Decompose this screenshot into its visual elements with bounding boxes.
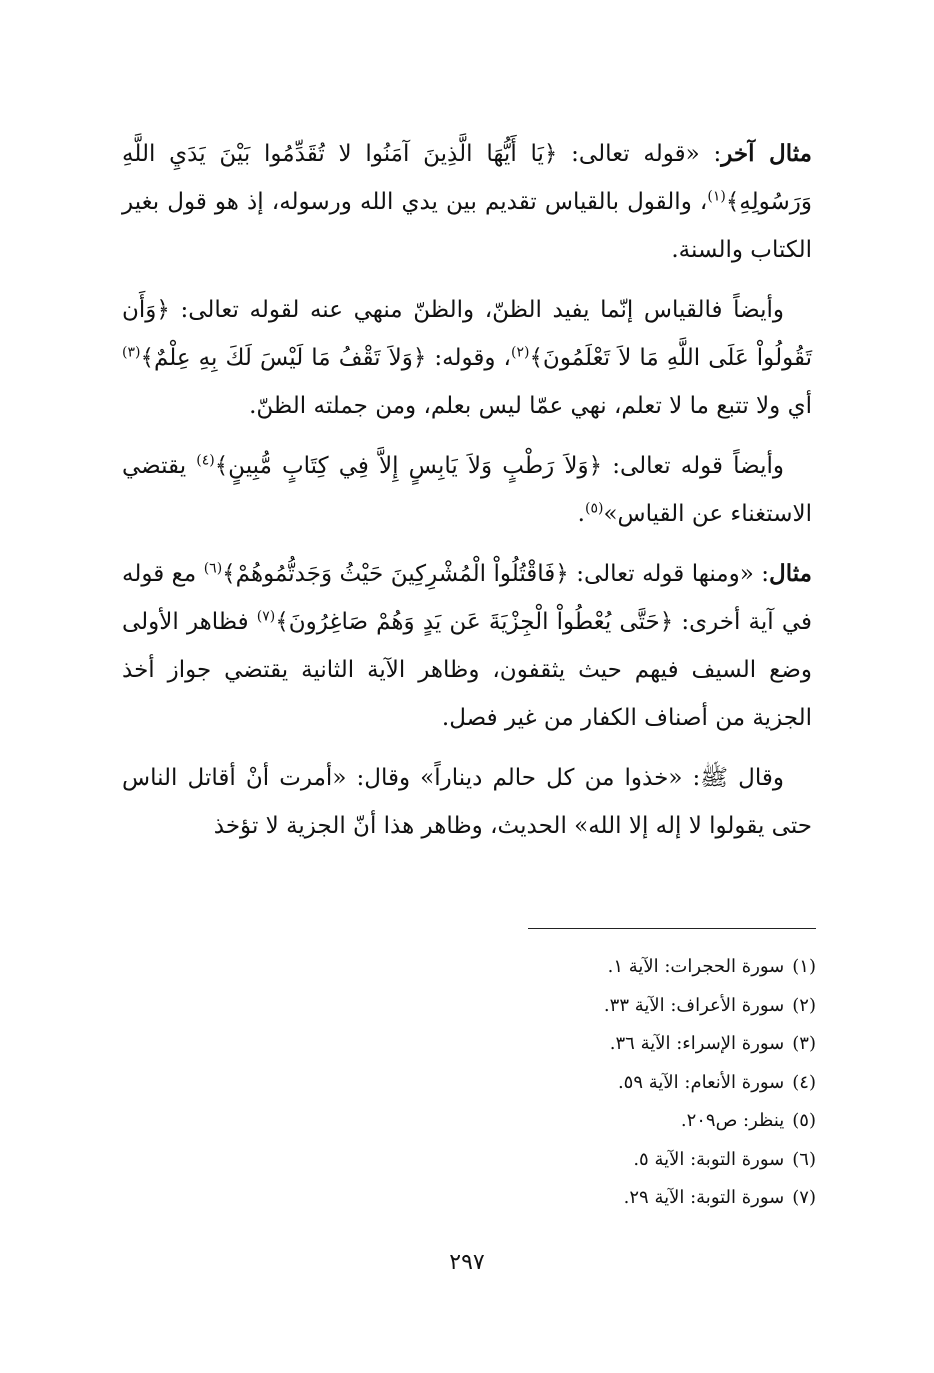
footnote-ref[interactable]: (٦)	[203, 560, 223, 577]
main-text	[122, 130, 812, 862]
footnote-text: سورة الأنعام: الآية ٥٩.	[617, 1071, 785, 1093]
footnote-number: (٧)	[792, 1187, 816, 1208]
footnote-ref[interactable]: (٥)	[584, 500, 604, 517]
example-heading: مثال آخر	[721, 140, 812, 167]
footnote-item	[126, 1025, 816, 1064]
paragraph-text: .	[577, 501, 585, 527]
footnote-item	[126, 1064, 816, 1103]
footnote-divider	[528, 928, 816, 929]
paragraph-hadith	[122, 754, 812, 850]
footnote-number: (٦)	[792, 1148, 816, 1170]
footnote-text: سورة التوبة: الآية ٥.	[633, 1148, 785, 1170]
footnote-ref[interactable]: (٣)	[122, 344, 141, 361]
paragraph-text: يقتضي الاستغناء عن القياس»	[122, 453, 812, 527]
paragraph-text: أي ولا تتبع ما لا تعلم، نهي عمّا ليس بعلم، ومن جملته الظنّ.	[249, 393, 812, 419]
footnote-number: (٢)	[792, 994, 816, 1016]
footnote-item	[126, 1141, 816, 1180]
footnote-text: سورة الأعراف: الآية ٣٣.	[603, 994, 785, 1016]
paragraph-text: ، والقول بالقياس تقديم بين يدي الله ورسوله، إذ هو قول بغير الكتاب والسنة.	[122, 189, 812, 263]
footnote-ref[interactable]: (٧)	[256, 608, 276, 625]
paragraph-text: مع قوله في آية أخرى: ﴿حَتَّى يُعْطُواْ الْجِزْيَةَ عَن يَدٍ وَهُمْ صَاغِرُونَ﴾	[122, 561, 812, 635]
paragraph-qiyas-zann	[122, 286, 812, 430]
footnote-number: (٣)	[792, 1033, 816, 1054]
footnotes-list	[126, 948, 816, 1218]
footnote-ref[interactable]: (٤)	[196, 452, 215, 469]
paragraph-text: وأيضاً فالقياس إنّما يفيد الظنّ، والظنّ منهي عنه لقوله تعالى: ﴿وَأَن تَقُولُواْ عَلَى اللَّهِ مَا لاَ تَعْلَمُونَ﴾	[122, 297, 812, 371]
paragraph-example-jizya	[122, 550, 812, 742]
footnote-text: سورة التوبة: الآية ٢٩.	[623, 1187, 785, 1208]
paragraph-kitab-mubin	[122, 442, 812, 538]
footnote-text: ينظر: ص٢٠٩.	[680, 1110, 785, 1131]
footnote-item	[126, 1179, 816, 1218]
paragraph-text: ، وقوله: ﴿وَلاَ تَقْفُ مَا لَيْسَ لَكَ بِهِ عِلْمٌ﴾	[140, 345, 511, 371]
paragraph-example-other	[122, 130, 812, 274]
footnote-ref[interactable]: (١)	[707, 188, 726, 205]
paragraph-text: : «ومنها قوله تعالى: ﴿فَاقْتُلُواْ الْمُشْرِكِينَ حَيْثُ وَجَدتُّمُوهُمْ﴾	[222, 561, 770, 587]
example-heading: مثال	[769, 560, 812, 587]
footnote-text: سورة الإسراء: الآية ٣٦.	[609, 1033, 785, 1054]
footnote-item	[126, 1102, 816, 1141]
footnote-ref[interactable]: (٢)	[510, 344, 530, 361]
paragraph-text: فظاهر الأولى وضع السيف فيهم حيث يثقفون، وظاهر الآية الثانية يقتضي جواز أخذ الجزية من أصناف الكفار من غير فصل.	[122, 609, 812, 731]
footnote-item	[126, 987, 816, 1026]
paragraph-text: وأيضاً قوله تعالى: ﴿وَلاَ رَطْبٍ وَلاَ يَابِسٍ إِلاَّ فِي كِتَابٍ مُّبِينٍ﴾	[214, 453, 785, 479]
footnote-item	[126, 948, 816, 987]
paragraph-text: : «قوله تعالى: ﴿يَا أَيُّهَا الَّذِينَ آمَنُوا لا تُقَدِّمُوا بَيْنَ يَدَيِ اللَّهِ وَرَسُولِهِ﴾	[122, 141, 812, 215]
page-number: ٢٩٧	[449, 1250, 485, 1275]
paragraph-text: وقال ﷺ: «خذوا من كل حالم ديناراً» وقال: «أمرت أنْ أقاتل الناس حتى يقولوا لا إله إلا الله» الحديث، وظاهر هذا أنّ الجزية لا تؤخذ	[122, 765, 812, 839]
footnote-number: (٤)	[792, 1071, 816, 1093]
footnote-text: سورة الحجرات: الآية ١.	[607, 956, 785, 977]
footnote-number: (١)	[792, 956, 816, 977]
footnote-number: (٥)	[792, 1110, 816, 1131]
